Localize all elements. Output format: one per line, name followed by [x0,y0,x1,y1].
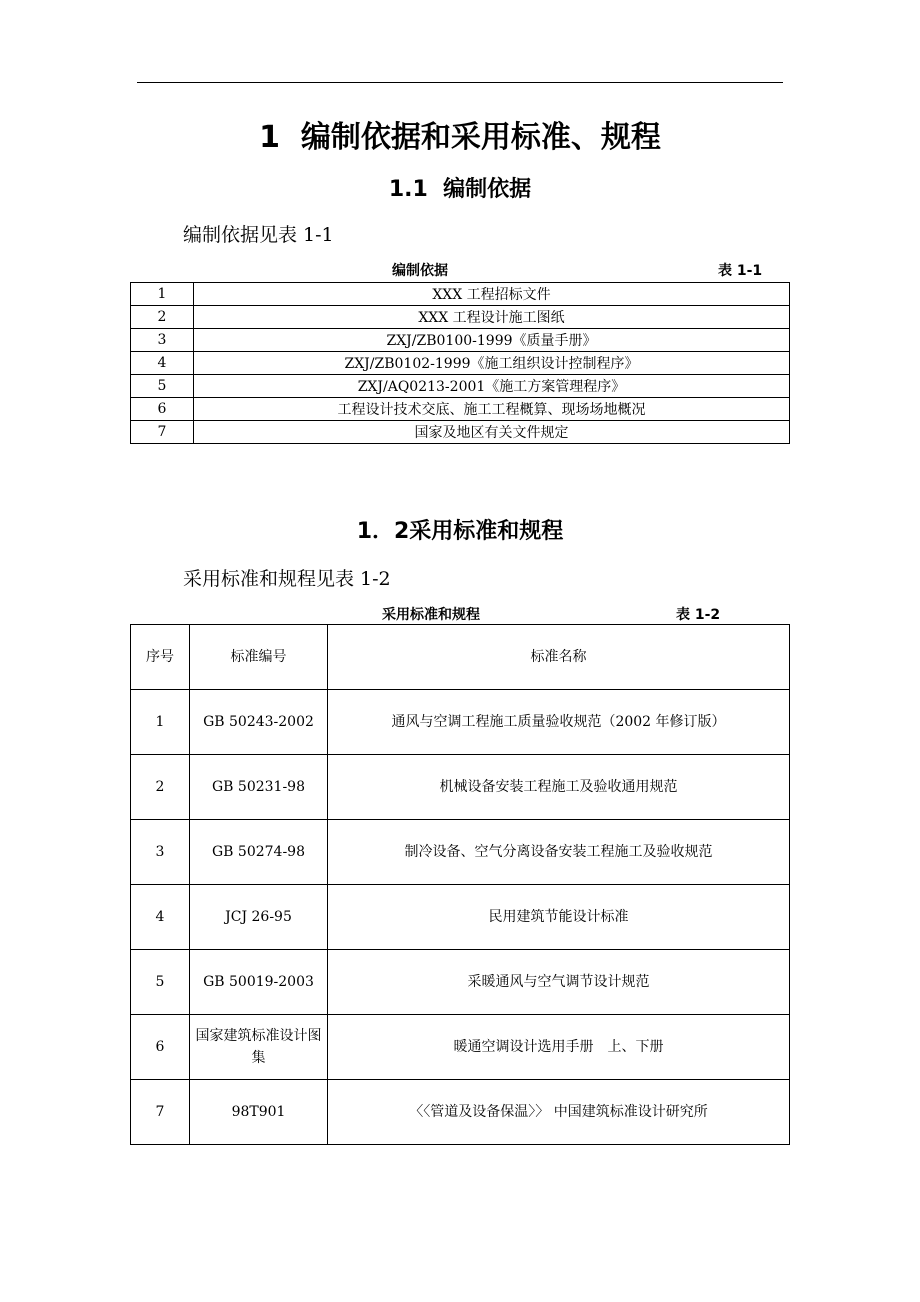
row-number: 6 [131,1015,190,1080]
row-code: GB 50231-98 [190,755,328,820]
table-1-title: 编制依据 [392,263,448,279]
row-number: 1 [131,283,194,306]
table-row [131,375,790,398]
section-1-intro: 编制依据见表 1-1 [183,224,334,246]
row-number: 4 [131,885,190,950]
table-1-number: 表 1-1 [718,263,763,279]
row-number: 4 [131,352,194,375]
table-row [131,398,790,421]
table-row [131,352,790,375]
section-2-title: 1．2采用标准和规程 [356,519,564,544]
row-text: ZXJ/ZB0100-1999《质量手册》 [194,329,790,352]
row-number: 3 [131,820,190,885]
basis-table [130,282,790,444]
row-name: 通风与空调工程施工质量验收规范（2002 年修订版） [328,690,790,755]
row-name: 民用建筑节能设计标准 [328,885,790,950]
section-1-title: 1.1 编制依据 [388,177,532,202]
row-code: JCJ 26-95 [190,885,328,950]
row-number: 2 [131,755,190,820]
row-name: 暖通空调设计选用手册 上、下册 [328,1015,790,1080]
row-code: 国家建筑标准设计图集 [190,1015,328,1080]
row-number: 6 [131,398,194,421]
row-number: 5 [131,375,194,398]
row-number: 2 [131,306,194,329]
row-number: 7 [131,1080,190,1145]
row-text: XXX 工程设计施工图纸 [194,306,790,329]
table-row [131,306,790,329]
row-text: ZXJ/ZB0102-1999《施工组织设计控制程序》 [194,352,790,375]
row-name: 制冷设备、空气分离设备安装工程施工及验收规范 [328,820,790,885]
row-number: 1 [131,690,190,755]
row-name: 机械设备安装工程施工及验收通用规范 [328,755,790,820]
table-header-row [131,625,790,690]
table-row [131,1080,790,1145]
table-row [131,1015,790,1080]
table-2-number: 表 1-2 [676,607,721,623]
header-code: 标准编号 [190,625,328,690]
chapter-heading: 1 编制依据和采用标准、规程 [259,120,661,155]
row-number: 5 [131,950,190,1015]
row-code: GB 50243-2002 [190,690,328,755]
table-row [131,329,790,352]
row-text: XXX 工程招标文件 [194,283,790,306]
table-row [131,421,790,444]
row-number: 7 [131,421,194,444]
header-name: 标准名称 [328,625,790,690]
header-number: 序号 [131,625,190,690]
row-name: 采暖通风与空气调节设计规范 [328,950,790,1015]
table-2-title: 采用标准和规程 [382,607,480,623]
row-code: GB 50019-2003 [190,950,328,1015]
table-row [131,950,790,1015]
row-text: 国家及地区有关文件规定 [194,421,790,444]
header-rule [137,82,783,83]
row-number: 3 [131,329,194,352]
table-row [131,885,790,950]
section-2-intro: 采用标准和规程见表 1-2 [183,568,391,590]
table-row [131,820,790,885]
row-text: ZXJ/AQ0213-2001《施工方案管理程序》 [194,375,790,398]
table-row [131,283,790,306]
row-code: GB 50274-98 [190,820,328,885]
table-row [131,690,790,755]
row-code: 98T901 [190,1080,328,1145]
standards-table [130,624,790,1145]
row-name: 〈〈管道及设备保温〉〉 中国建筑标准设计研究所 [328,1080,790,1145]
row-text: 工程设计技术交底、施工工程概算、现场场地概况 [194,398,790,421]
table-row [131,755,790,820]
